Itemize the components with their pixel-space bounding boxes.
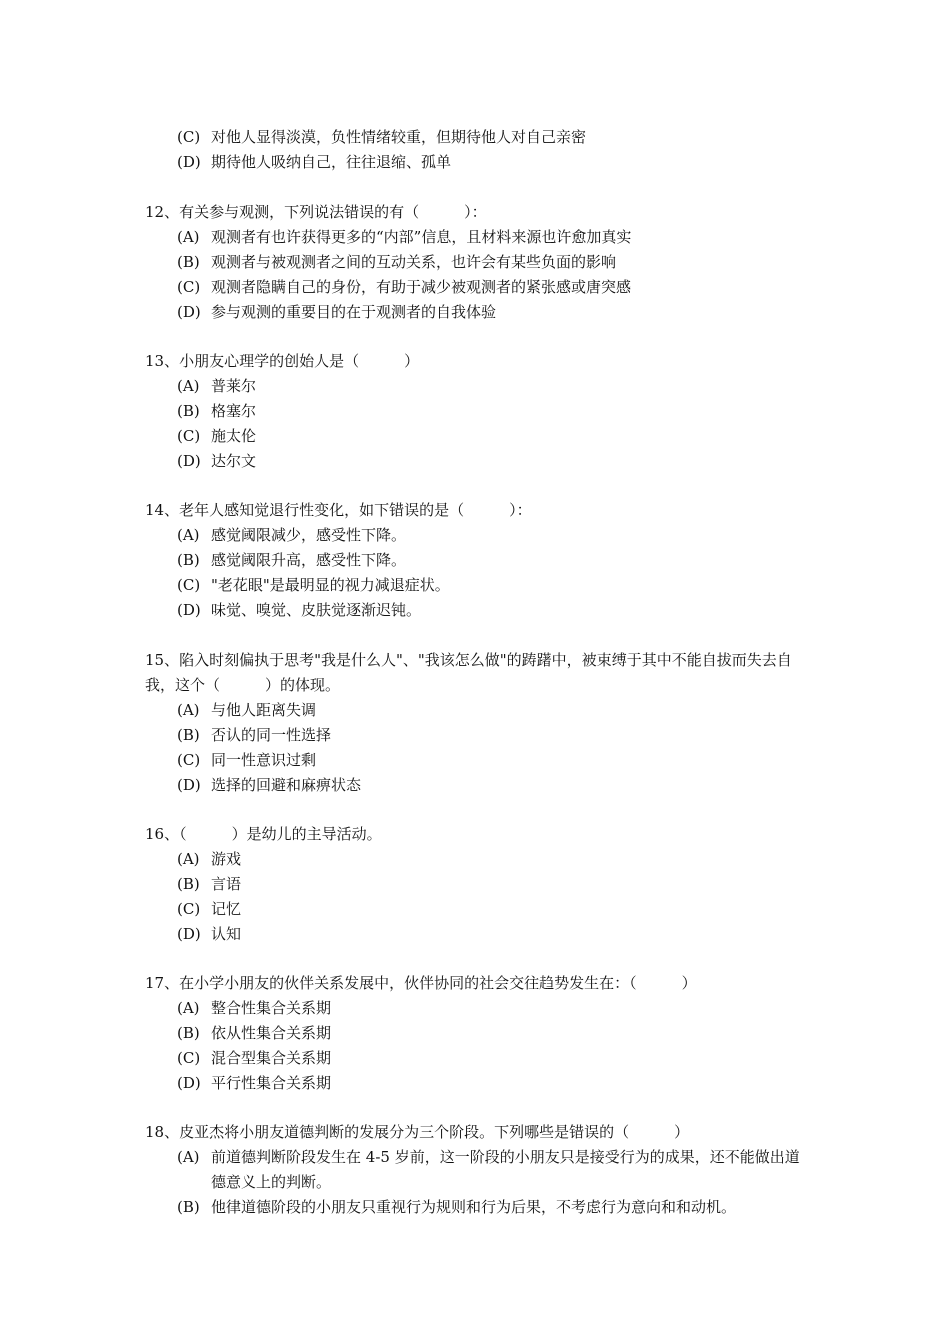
option-letter: (B) [177,1024,200,1042]
option-letter: (B) [177,726,200,744]
option-text: 依从性集合关系期 [211,1024,332,1042]
option-text: 言语 [211,875,242,893]
option-letter: (A) [177,701,200,719]
option-letter: (A) [177,228,200,246]
option-letter: (A) [177,1148,200,1166]
option-item [177,723,331,748]
option-item [177,996,331,1021]
option-text: 感觉阈限减少，感受性下降。 [211,526,407,544]
question-stem: 16、（ ）是幼儿的主导活动。 [145,825,382,843]
option-text: 观测者与被观测者之间的互动关系，也许会有某些负面的影响 [211,253,617,271]
option-text: 达尔文 [211,452,257,470]
option-letter: (D) [177,925,201,943]
question-stem: 18、皮亚杰将小朋友道德判断的发展分为三个阶段。下列哪些是错误的（ ） [145,1123,690,1141]
option-item [177,598,421,623]
option-letter: (D) [177,153,201,171]
option-letter: (B) [177,551,200,569]
option-letter: (D) [177,452,201,470]
option-item [177,847,241,872]
option-item [177,424,256,449]
option-letter: (D) [177,776,201,794]
option-item [177,374,256,399]
option-text: 普莱尔 [211,377,257,395]
option-letter: (C) [177,278,201,296]
option-text: 施太伦 [211,427,257,445]
option-letter: (A) [177,999,200,1017]
option-letter: (D) [177,601,201,619]
option-letter: (A) [177,526,200,544]
option-letter: (C) [177,1049,201,1067]
option-item [177,897,241,922]
option-item [177,922,241,947]
option-letter: (A) [177,377,200,395]
option-item [177,225,631,250]
question-stem: 14、老年人感知觉退行性变化，如下错误的是（ ）： [145,501,532,519]
option-item [177,1046,331,1071]
option-text: 观测者有也许获得更多的“内部”信息，且材料来源也许愈加真实 [211,228,632,246]
option-letter: (A) [177,850,200,868]
option-text: 参与观测的重要目的在于观测者的自我体验 [211,303,497,321]
option-text: 认知 [211,925,242,943]
option-text: 格塞尔 [211,402,257,420]
option-item [177,698,316,723]
option-text: 观测者隐瞒自己的身份，有助于减少被观测者的紧张感或唐突感 [211,278,632,296]
option-item [177,150,451,175]
option-text: 同一性意识过剩 [211,751,317,769]
option-text: 混合型集合关系期 [211,1049,332,1067]
option-text: 记忆 [211,900,242,918]
option-letter: (C) [177,751,201,769]
option-item [177,523,406,548]
question-stem: 15、陷入时刻偏执于思考"我是什么人"、"我该怎么做"的踌躇中，被束缚于其中不能自拔而失去自我，这个（ ）的体现。 [145,651,792,694]
option-text: 与他人距离失调 [211,701,317,719]
option-item [177,872,241,897]
option-item [177,1195,817,1220]
option-item [177,449,256,474]
option-text: 期待他人吸纳自己，往往退缩、孤单 [211,153,452,171]
option-text: 前道德判断阶段发生在 4-5 岁前，这一阶段的小朋友只是接受行为的成果，还不能做出道德意义上的判断。 [211,1148,800,1191]
option-letter: (D) [177,1074,201,1092]
option-text: 游戏 [211,850,242,868]
option-item [177,125,586,150]
option-item [177,573,450,598]
option-text: 整合性集合关系期 [211,999,332,1017]
option-text: 平行性集合关系期 [211,1074,332,1092]
option-letter: (C) [177,427,201,445]
option-text: 选择的回避和麻痹状态 [211,776,362,794]
option-letter: (B) [177,875,200,893]
option-letter: (B) [177,253,200,271]
option-letter: (C) [177,128,201,146]
option-text: 他律道德阶段的小朋友只重视行为规则和行为后果，不考虑行为意向和和动机。 [211,1198,737,1216]
option-letter: (B) [177,1198,200,1216]
option-item [177,1145,817,1195]
option-item [177,548,406,573]
option-text: "老花眼"是最明显的视力减退症状。 [211,576,450,594]
option-letter: (B) [177,402,200,420]
question-stem: 12、有关参与观测，下列说法错误的有（ ）： [145,203,487,221]
option-text: 对他人显得淡漠，负性情绪较重，但期待他人对自己亲密 [211,128,587,146]
option-text: 否认的同一性选择 [211,726,332,744]
option-item [177,1071,331,1096]
option-item [177,773,361,798]
option-letter: (D) [177,303,201,321]
option-item [177,275,631,300]
option-item [177,250,616,275]
option-text: 感觉阈限升高，感受性下降。 [211,551,407,569]
option-item [177,1021,331,1046]
option-item [177,399,256,424]
option-letter: (C) [177,576,201,594]
option-letter: (C) [177,900,201,918]
option-item [177,300,496,325]
question-stem: 13、小朋友心理学的创始人是（ ） [145,352,420,370]
option-text: 味觉、嗅觉、皮肤觉逐渐迟钝。 [211,601,422,619]
question-stem: 17、在小学小朋友的伙伴关系发展中，伙伴协同的社会交往趋势发生在：（ ） [145,974,697,992]
option-item [177,748,316,773]
